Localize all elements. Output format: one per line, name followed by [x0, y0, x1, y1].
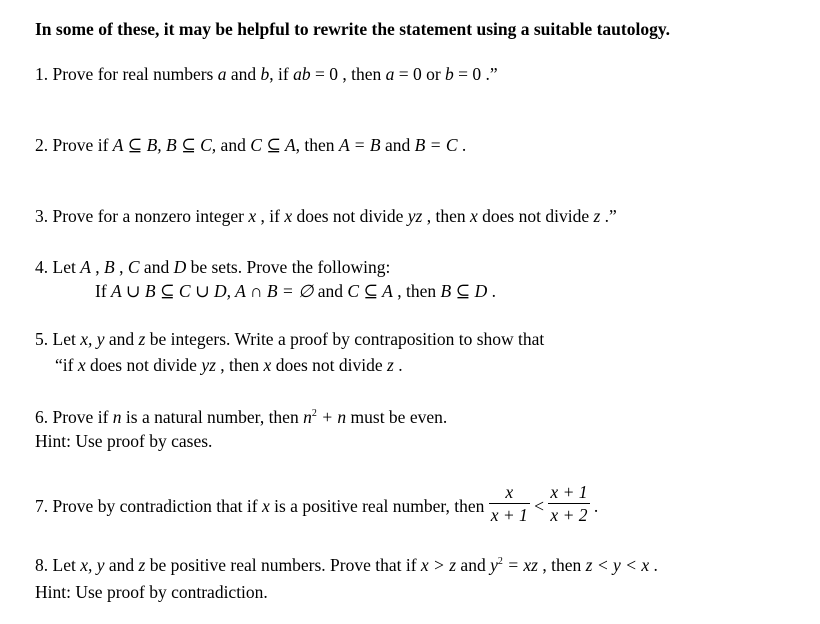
p4-cond2: C ⊆ A — [347, 281, 393, 301]
problem-5-quote — [55, 355, 403, 375]
p3-text-c: does not divide — [292, 206, 408, 226]
p3-var-yz: yz — [407, 206, 423, 226]
p4-text-b: , — [90, 257, 105, 277]
problem-2 — [35, 135, 466, 155]
p5-text-a: 5. Let — [35, 329, 81, 349]
p8-ineq: x > z — [420, 555, 457, 575]
p5-q1: “if — [55, 355, 78, 375]
p2-set3: C ⊆ A — [250, 135, 296, 155]
p1-text-a: 1. Prove for real numbers — [35, 64, 218, 84]
p5-text-b: and — [104, 329, 139, 349]
p7-var-x: x — [261, 496, 270, 516]
p8-text-d: and — [456, 555, 491, 575]
p5-var-z: z — [138, 329, 146, 349]
p8-chain: z < y < x — [585, 555, 650, 575]
p3-text-a: 3. Prove for a nonzero integer — [35, 206, 249, 226]
p1-text-d: = 0 , then — [310, 64, 386, 84]
p6-var-n2: n — [303, 407, 312, 427]
p4-set-c: C — [127, 257, 140, 277]
problem-4 — [35, 257, 390, 277]
problem-6 — [35, 407, 447, 431]
p1-text-b: and — [226, 64, 261, 84]
problem-7 — [35, 483, 598, 530]
p5-var-x: x — [77, 355, 86, 375]
p6-text-b: is a natural number, then — [121, 407, 304, 427]
p8-var-y: y — [490, 555, 498, 575]
p7-text-b: is a positive real number, then — [269, 496, 489, 516]
p4-dot: . — [487, 281, 496, 301]
problem-8 — [35, 555, 658, 579]
p2-text-c: , then — [295, 135, 339, 155]
p2-text-e: . — [457, 135, 467, 155]
p4-text-c: , — [114, 257, 128, 277]
p6-text-a: 6. Prove if — [35, 407, 113, 427]
p6-text-c: must be even. — [346, 407, 448, 427]
p5-q3: , then — [215, 355, 264, 375]
p4-text-a: 4. Let — [35, 257, 81, 277]
p5-q2: does not divide — [85, 355, 202, 375]
p4-set-a: A — [80, 257, 91, 277]
problem-3 — [35, 206, 617, 226]
p7-less-than: < — [529, 496, 549, 516]
p2-text-d: and — [380, 135, 415, 155]
p3-var-x2: x — [284, 206, 293, 226]
problem-4-statement — [95, 281, 496, 301]
p2-eq1: A = B — [338, 135, 381, 155]
p7-dot: . — [589, 496, 599, 516]
p5-var-xy: x, y — [80, 329, 105, 349]
p4-and: and — [313, 281, 348, 301]
p5-var-yz: yz — [201, 355, 216, 375]
p1-var-a: a — [217, 64, 227, 84]
p8-text-b: and — [104, 555, 139, 575]
p3-var-z: z — [593, 206, 601, 226]
p8-text-e: , then — [538, 555, 586, 575]
p8-var-xy: x, y — [80, 555, 105, 575]
problem-8-hint: Hint: Use proof by contradiction. — [35, 582, 268, 602]
p4-text-e: be sets. Prove the following: — [186, 257, 391, 277]
p4-cond1: A ∪ B ⊆ C ∪ D, A ∩ B = ∅ — [111, 281, 314, 301]
p7-fraction-right — [548, 481, 589, 526]
p3-var-x: x — [248, 206, 257, 226]
p2-set1: A ⊆ B, — [112, 135, 162, 155]
p7-num2: x + 1 — [550, 482, 588, 503]
p1-text-f: = 0 .” — [453, 64, 498, 84]
p4-set-b: B — [104, 257, 115, 277]
p1-var-b: b — [260, 64, 270, 84]
header-instruction: In some of these, it may be helpful to rewrite the statement using a suitable tautology. — [35, 19, 670, 39]
p2-eq2: B = C — [414, 135, 458, 155]
p8-xz: = xz — [502, 555, 538, 575]
p3-text-d: , then — [422, 206, 470, 226]
p3-text-f: .” — [600, 206, 617, 226]
p8-text-f: . — [649, 555, 658, 575]
p3-text-b: , if — [256, 206, 285, 226]
p8-text-a: 8. Let — [35, 555, 81, 575]
p7-fraction-left — [489, 481, 530, 526]
p6-exponent: 2 — [311, 408, 317, 419]
p1-text-e: = 0 or — [394, 64, 446, 84]
p3-text-e: does not divide — [477, 206, 594, 226]
p5-text-c: be integers. Write a proof by contraposition to show that — [145, 329, 545, 349]
p1-var-a2: a — [385, 64, 395, 84]
p6-var-n: n — [112, 407, 122, 427]
p2-set2: B ⊆ C, — [161, 135, 217, 155]
p1-var-ab: ab — [293, 64, 311, 84]
p1-text-c: , if — [269, 64, 294, 84]
p8-exponent: 2 — [497, 556, 503, 567]
p7-den2: x + 2 — [550, 505, 588, 526]
problem-6-hint: Hint: Use proof by cases. — [35, 431, 213, 451]
p3-var-x3: x — [470, 206, 478, 226]
p5-var-z2: z — [387, 355, 394, 375]
p2-text-a: 2. Prove if — [35, 135, 113, 155]
p4-text-d: and — [139, 257, 174, 277]
problem-1 — [35, 64, 498, 84]
p5-var-x2: x — [263, 355, 272, 375]
p5-q5: . — [393, 355, 403, 375]
p7-num1: x — [489, 481, 530, 504]
p1-var-b2: b — [445, 64, 454, 84]
p4-concl: B ⊆ D — [440, 281, 488, 301]
p6-plus-n: + n — [316, 407, 347, 427]
problem-5 — [35, 329, 544, 349]
p4-set-d: D — [173, 257, 187, 277]
p4-if: If — [95, 281, 112, 301]
p7-text-a: 7. Prove by contradiction that if — [35, 496, 262, 516]
p5-q4: does not divide — [271, 355, 387, 375]
p7-den1: x + 1 — [490, 505, 528, 526]
p8-var-z: z — [138, 555, 146, 575]
p8-text-c: be positive real numbers. Prove that if — [145, 555, 421, 575]
p4-then: , then — [392, 281, 441, 301]
p2-text-b: and — [216, 135, 251, 155]
